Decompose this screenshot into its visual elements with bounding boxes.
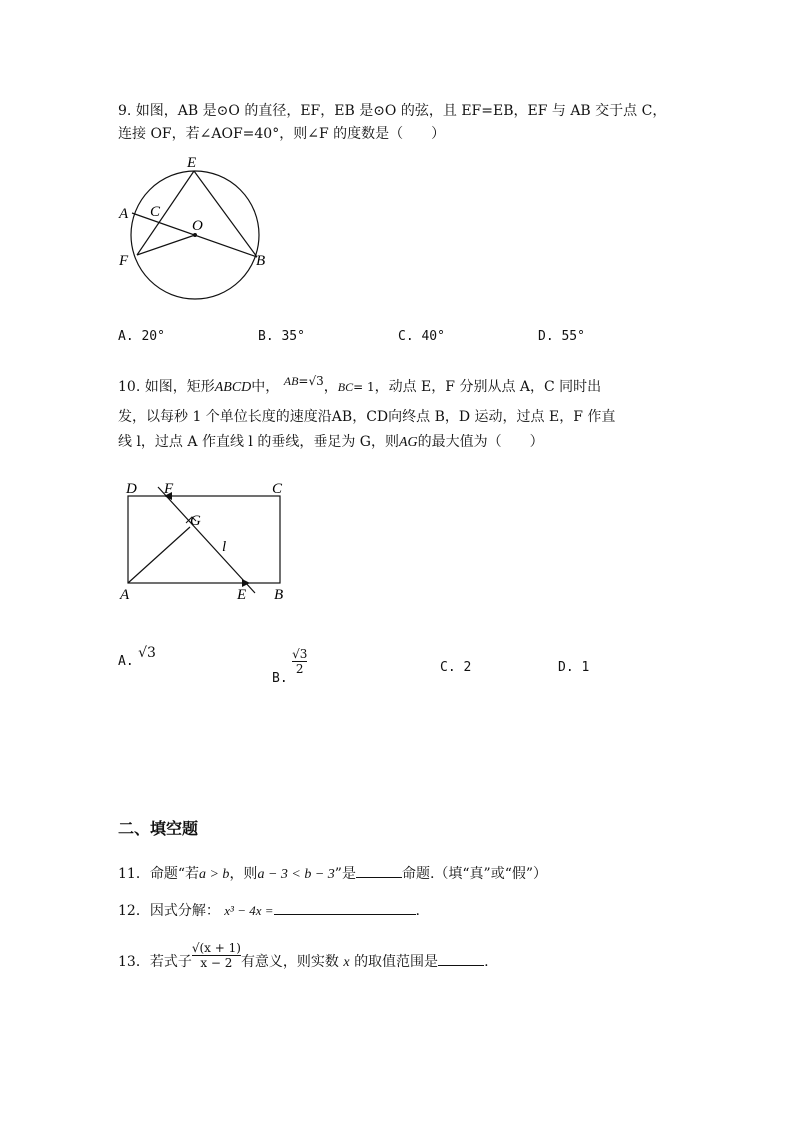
rect-abcd <box>128 496 280 583</box>
q13-line <box>118 941 489 976</box>
q12-expr: x³ − 4x = <box>224 903 274 918</box>
chord-ef <box>137 171 194 255</box>
q9-option-d: D. 55° <box>538 329 585 344</box>
q13-prefix: 13．若式子 <box>118 954 192 970</box>
q10-option-b-num: √3 <box>292 647 308 661</box>
segment-of <box>137 235 195 255</box>
q9-option-b: B. 35° <box>258 329 305 344</box>
label-o: O <box>192 218 203 234</box>
q9-text-line2: 连接 OF，若∠AOF=40°，则∠F 的度数是（ ） <box>118 126 446 142</box>
q10-option-c: C. 2 <box>440 660 472 675</box>
q9-option-c: C. 40° <box>398 329 445 344</box>
q10-option-b <box>272 647 308 686</box>
q13-var: x <box>343 955 350 970</box>
q10-ab-eq: = <box>298 374 309 388</box>
label-g: G <box>190 513 201 529</box>
section-title: 二、填空题 <box>118 819 199 838</box>
line-l <box>158 487 255 593</box>
q10-option-a-label: A. <box>118 654 134 669</box>
q9-text-line1: 9. 如图，AB 是⊙O 的直径，EF，EB 是⊙O 的弦，且 EF=EB，EF 与 AB 交于点 C， <box>118 103 667 119</box>
label-f: F <box>164 481 174 497</box>
q10-text-line1 <box>118 376 601 396</box>
q13-suffix: 的取值范围是 <box>354 954 439 970</box>
label-e: E <box>187 155 197 171</box>
q10-text-line2: 发，以每秒 1 个单位长度的速度沿AB，CD向终点 B，D 运动，过点 E，F 作直 <box>118 409 616 425</box>
q10-line3-rest: 的最大值为（ ） <box>417 434 544 450</box>
q10-option-b-fraction <box>292 648 307 676</box>
q13-den: x − 2 <box>192 955 241 970</box>
q10-option-a-value: √3 <box>138 645 156 661</box>
q13-fraction <box>192 942 241 970</box>
q11-concl: a − 3 < b − 3 <box>257 867 335 882</box>
q10-sqrt3: √3 <box>308 374 324 388</box>
label-e: E <box>237 587 247 603</box>
label-b: B <box>274 587 284 603</box>
q10-rect-name: ABCD <box>214 380 252 395</box>
q10-option-d: D. 1 <box>558 660 590 675</box>
q13-answer-blank[interactable] <box>438 952 484 966</box>
q10-ag: AG <box>398 435 418 450</box>
q9-circle-figure <box>110 150 280 310</box>
label-a: A <box>119 206 129 222</box>
label-f: F <box>119 253 129 269</box>
q10-ab: AB <box>283 374 299 388</box>
q11-line <box>118 863 547 883</box>
q10-rectangle-figure <box>110 475 310 605</box>
label-b: B <box>256 253 266 269</box>
q10-option-b-den: 2 <box>292 661 307 676</box>
label-c: C <box>150 204 161 220</box>
q10-text-line3 <box>118 431 544 451</box>
q11-suffix: 命题.（填“真”或“假”） <box>401 866 548 882</box>
q12-suffix: . <box>415 903 420 919</box>
q11-cond: a > b <box>198 867 230 882</box>
q12-prefix: 12．因式分解： <box>118 903 220 919</box>
q11-after: ”是 <box>334 866 356 882</box>
q9-option-a: A. 20° <box>118 329 165 344</box>
q13-mid: 有意义，则实数 <box>240 954 339 970</box>
q10-bc-eq: = 1 <box>353 380 375 394</box>
q10-bc: BC <box>337 380 354 394</box>
q10-line1-rest: ，动点 E，F 分别从点 A，C 同时出 <box>374 379 602 395</box>
label-d: D <box>126 481 137 497</box>
q11-prefix: 11．命题“若 <box>118 866 199 882</box>
q10-prefix: 10. 如图，矩形 <box>118 379 215 395</box>
q10-option-a <box>118 645 156 669</box>
label-a: A <box>120 587 130 603</box>
q12-answer-blank[interactable] <box>274 901 416 915</box>
q10-mid: 中， <box>251 379 280 395</box>
q13-end: . <box>484 954 489 970</box>
chord-eb <box>194 171 257 257</box>
q12-line <box>118 900 420 920</box>
q13-num: √(x + 1) <box>191 941 241 955</box>
label-l: l <box>222 539 227 555</box>
label-c: C <box>272 481 283 497</box>
q11-mid: ，则 <box>229 866 258 882</box>
segment-ag <box>128 527 190 583</box>
q10-line3-prefix: 线 l，过点 A 作直线 l 的垂线，垂足为 G，则 <box>118 434 399 450</box>
q10-option-b-label: B. <box>272 671 288 686</box>
q10-comma: ， <box>323 379 338 395</box>
q11-answer-blank[interactable] <box>356 864 402 878</box>
